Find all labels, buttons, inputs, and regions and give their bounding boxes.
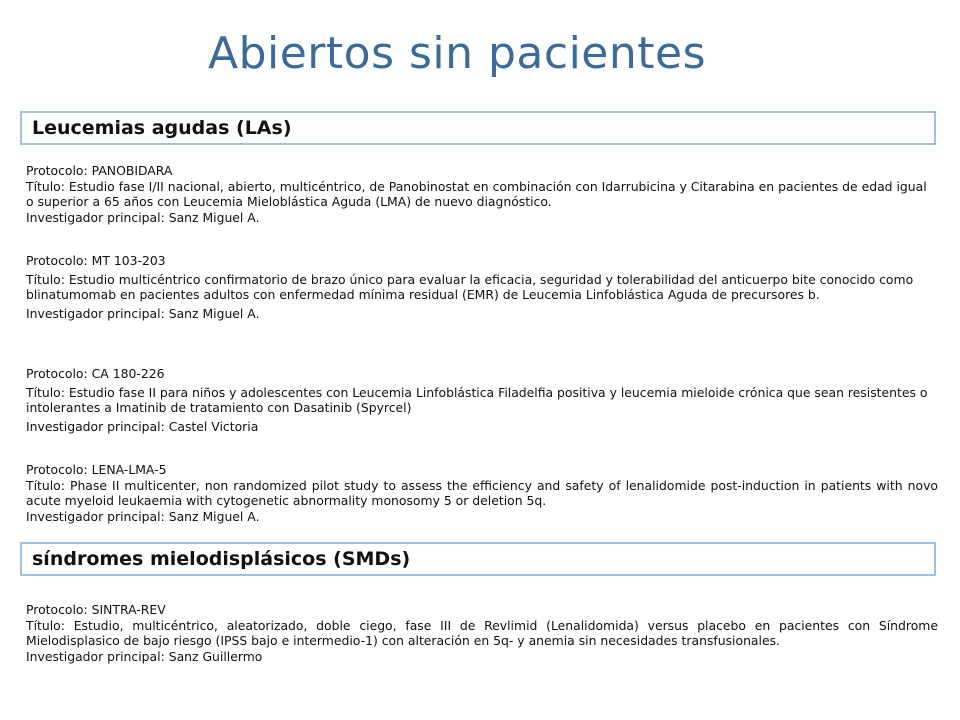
investigator-line [26,649,938,665]
section-heading-text: síndromes mielodisplásicos (SMDs) [32,548,411,570]
title-label: Título: [26,271,65,287]
investigator-value: Sanz Guillermo [168,648,263,664]
title-label: Título: [26,477,65,493]
section-heading-leucemias [20,111,936,145]
protocol-value: LENA-LMA-5 [91,462,167,477]
investigator-value: Sanz Miguel A. [168,305,260,321]
protocol-line [26,602,938,618]
protocol-label: Protocolo: [26,602,88,617]
protocol-value: MT 103-203 [91,253,166,268]
protocol-value: CA 180-226 [91,366,165,381]
title-value: Phase II multicenter, non randomized pilot study to assess the efficiency and safety of lenalidomide post-induction in patients with novo acute myeloid leukaemia with cytogenetic abnormality monosomy 5 or deletion 5q. [26,477,938,508]
investigator-label: Investigador principal: [26,305,165,321]
protocol-block [26,462,938,524]
protocol-block [26,366,938,434]
section-heading-sindromes [20,542,936,576]
title-line [26,478,938,509]
protocol-label: Protocolo: [26,253,88,268]
title-value: Estudio, multicéntrico, aleatorizado, doble ciego, fase III de Revlimid (Lenalidomida) versus placebo en pacientes con Síndrome Mielodisplasico de bajo riesgo (IPSS bajo e intermedio-1) con alteración en 5q- y anemia sin necesidades transfusionales. [26,617,938,648]
title-line [26,385,938,416]
protocol-label: Protocolo: [26,462,88,477]
protocol-block [26,602,938,664]
title-line [26,179,938,210]
title-value: Estudio fase II para niños y adolescentes con Leucemia Linfoblástica Filadelfia positiva y leucemia mieloide crónica que sean resistentes o intolerantes a Imatinib de tratamiento con Dasatinib (Spyrcel) [26,384,928,415]
protocol-label: Protocolo: [26,163,88,178]
title-value: Estudio fase I/II nacional, abierto, multicéntrico, de Panobinostat en combinación con Idarrubicina y Citarabina en pacientes de edad igual o superior a 65 años con Leucemia Mieloblástica Aguda (LMA) de nuevo diagnóstico. [26,178,927,209]
investigator-value: Sanz Miguel A. [168,508,260,524]
investigator-line [26,419,938,435]
section-heading-text: Leucemias agudas (LAs) [32,117,292,139]
protocol-block [26,253,938,321]
title-line [26,618,938,649]
protocol-line [26,163,938,179]
investigator-value: Castel Victoria [168,418,259,434]
protocol-line [26,253,938,269]
investigator-line [26,306,938,322]
protocol-value: PANOBIDARA [91,163,173,178]
page-title: Abiertos sin pacientes [207,28,707,79]
protocol-value: SINTRA-REV [91,602,166,617]
protocol-block [26,163,938,225]
investigator-value: Sanz Miguel A. [168,209,260,225]
title-label: Título: [26,178,65,194]
investigator-label: Investigador principal: [26,418,165,434]
protocol-line [26,366,938,382]
protocol-line [26,462,938,478]
protocol-label: Protocolo: [26,366,88,381]
investigator-line [26,210,938,226]
investigator-label: Investigador principal: [26,508,165,524]
title-line [26,272,938,303]
investigator-label: Investigador principal: [26,209,165,225]
title-label: Título: [26,617,65,633]
title-label: Título: [26,384,65,400]
investigator-label: Investigador principal: [26,648,165,664]
title-value: Estudio multicéntrico confirmatorio de brazo único para evaluar la eficacia, seguridad y tolerabilidad del anticuerpo bite conocido como blinatumomab en pacientes adultos con enfermedad mínima residual (EMR) de Leucemia Linfoblástica Aguda de precursores b. [26,271,914,302]
investigator-line [26,509,938,525]
